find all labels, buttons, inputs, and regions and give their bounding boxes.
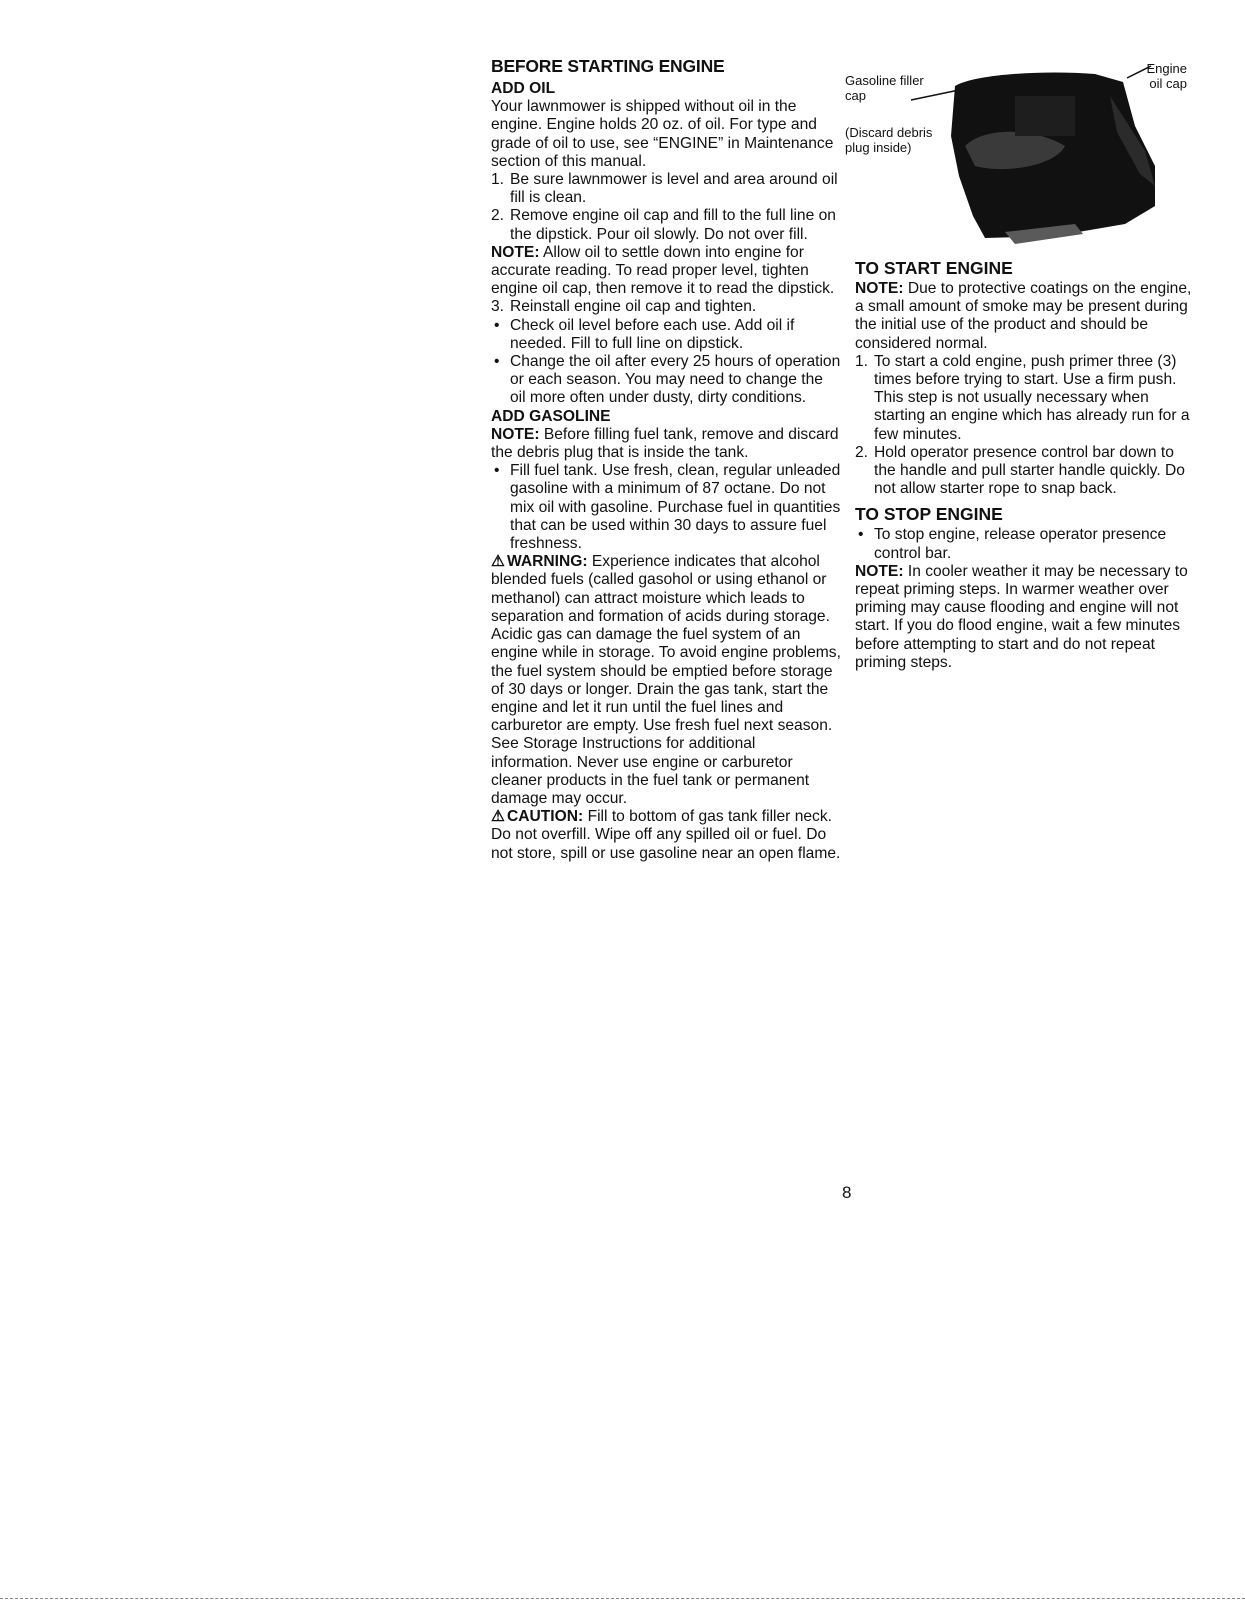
step-number: 2. — [855, 443, 869, 461]
step-text: Be sure lawnmower is level and area around oil fill is clean. — [510, 171, 838, 207]
warning-icon: ⚠ — [491, 553, 505, 571]
gasoline-bullet-1 — [491, 462, 841, 553]
step-text: Hold operator presence control bar down to the handle and pull starter handle quickly. Do not allow starter rope to snap back. — [874, 443, 1185, 498]
engine-figure — [845, 56, 1193, 252]
warning-text: Experience indicates that alcohol blended fuels (called gasohol or using ethanol or methanol) can attract moisture which leads to separation and formation of acids during storage. Acidic gas can damage the fuel system of an engine while in storage. To avoid engine problems, the fuel system should be emptied before storage of 30 days or longer. Drain the gas tank, start the engine and let it run until the fuel lines and carburetor are empty. Use fresh fuel next season. See Storage Instructions for additional information. Never use engine or carburetor cleaner products in the fuel tank or permanent damage may occur. — [491, 553, 841, 807]
oil-step-3 — [491, 298, 841, 316]
step-text: Remove engine oil cap and fill to the full line on the dipstick. Pour oil slowly. Do not over fill. — [510, 207, 836, 243]
oil-bullet-1 — [491, 317, 841, 353]
stop-note — [855, 563, 1193, 672]
step-text: Reinstall engine oil cap and tighten. — [510, 298, 757, 316]
step-text: To start a cold engine, push primer three (3) times before trying to start. Use a firm push. This step is not usually necessary when starting an engine which has already run for a few minutes. — [874, 352, 1190, 443]
caution-label: CAUTION: — [506, 808, 584, 826]
stop-bullet-1 — [855, 526, 1193, 562]
start-step-1 — [855, 353, 1193, 444]
right-column — [845, 56, 1193, 672]
note-label: NOTE: — [855, 280, 904, 297]
step-number: 1. — [855, 352, 869, 370]
bottom-rule — [0, 1598, 1245, 1599]
note-text: Due to protective coatings on the engine, a small amount of smoke may be present during the initial use of the product and should be considered normal. — [855, 280, 1192, 352]
start-engine-heading: TO START ENGINE — [855, 258, 1013, 278]
left-column — [491, 56, 841, 863]
note-text: Allow oil to settle down into engine for accurate reading. To read proper level, tighten engine oil cap, then remove it to read the dipstick. — [491, 243, 835, 298]
note-text: In cooler weather it may be necessary to repeat priming steps. In warmer weather over priming may cause flooding and engine will not start. If you do flood engine, wait a few minutes before attempting to start and do not repeat priming steps. — [855, 562, 1188, 671]
warning-label: WARNING: — [506, 553, 588, 571]
note-label: NOTE: — [491, 243, 540, 261]
oil-note — [491, 244, 841, 299]
caution-paragraph — [491, 808, 841, 863]
bullet-text: Fill fuel tank. Use fresh, clean, regular unleaded gasoline with a minimum of 87 octane. Do not mix oil with gasoline. Purchase fuel in quantities that can be used within 30 days to assure fuel freshness. — [510, 462, 841, 553]
start-step-2 — [855, 444, 1193, 499]
oil-step-2 — [491, 207, 841, 243]
caution-icon: ⚠ — [491, 808, 505, 826]
bullet-icon: • — [494, 462, 500, 480]
add-oil-heading: ADD OIL — [491, 80, 556, 97]
bullet-icon: • — [494, 353, 500, 371]
add-oil-intro: Your lawnmower is shipped without oil in the engine. Engine holds 20 oz. of oil. For type and grade of oil to use, see “ENGINE” in Maintenance section of this manual. — [491, 98, 834, 170]
warning-paragraph — [491, 553, 841, 808]
oil-bullet-2 — [491, 353, 841, 408]
gasoline-cap-label: Gasoline filler cap — [845, 73, 924, 103]
stop-engine-heading: TO STOP ENGINE — [855, 504, 1003, 525]
page-number: 8 — [842, 1183, 852, 1202]
step-number: 1. — [491, 171, 505, 189]
bullet-icon: • — [858, 526, 864, 544]
step-number: 2. — [491, 207, 505, 225]
bullet-icon: • — [494, 316, 500, 334]
note-text: Before filling fuel tank, remove and discard the debris plug that is inside the tank. — [491, 425, 839, 462]
gasoline-note — [491, 426, 841, 462]
bullet-text: Change the oil after every 25 hours of operation or each season. You may need to change the oil more often under dusty, dirty conditions. — [510, 353, 841, 407]
add-gasoline-heading: ADD GASOLINE — [491, 407, 611, 425]
note-label: NOTE: — [855, 562, 904, 580]
section-title: BEFORE STARTING ENGINE — [491, 56, 725, 76]
bullet-text: Check oil level before each use. Add oil if needed. Fill to full line on dipstick. — [510, 316, 795, 352]
oil-cap-label: Engine oil cap — [1146, 61, 1187, 91]
step-number: 3. — [491, 298, 505, 316]
bullet-text: To stop engine, release operator presence control bar. — [874, 526, 1167, 562]
oil-step-1 — [491, 171, 841, 207]
note-label: NOTE: — [491, 425, 540, 443]
caution-text: Fill to bottom of gas tank filler neck. Do not overfill. Wipe off any spilled oil or fuel. Do not store, spill or use gasoline near an open flame. — [491, 808, 841, 862]
start-note — [855, 280, 1193, 353]
discard-plug-label: (Discard debris plug inside) — [845, 125, 933, 155]
